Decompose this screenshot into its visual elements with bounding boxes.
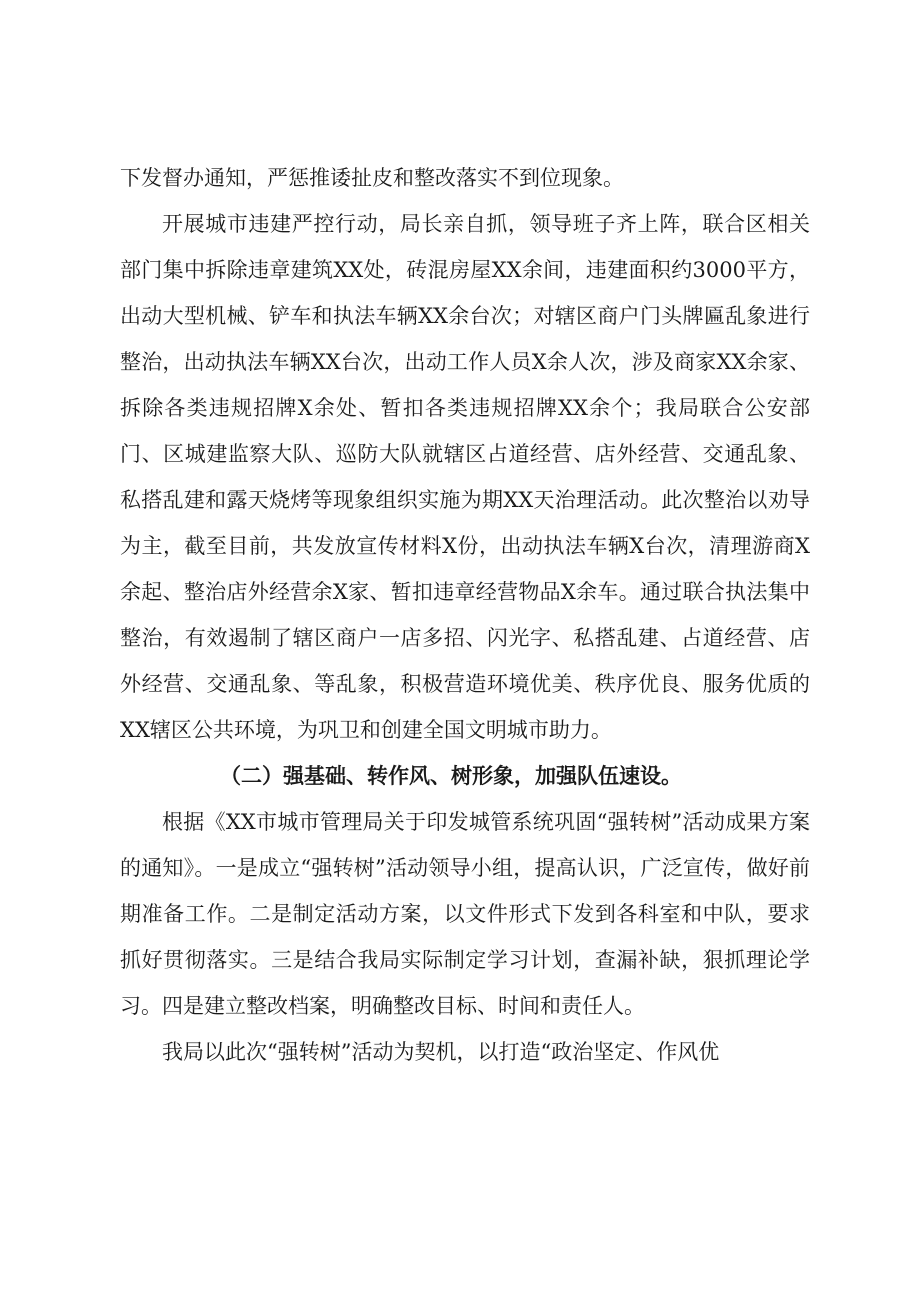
paragraph-illegal-construction-action: 开展城市违建严控行动，局长亲自抓，领导班子齐上阵，联合区相关部门集中拆除违章建筑XX处，砖混房屋XX余间，违建面积约3000平方，出动大型机械、铲车和执法车辆XX余台次；对辖区商户门头牌匾乱象进行整治，出动执法车辆XX台次，出动工作人员X余人次，涉及商家XX余家、拆除各类违规招牌X余处、暂扣各类违规招牌XX余个；我局联合公安部门、区城建监察大队、巡防大队就辖区占道经营、店外经营、交通乱象、私搭乱建和露天烧烤等现象组织实施为期XX天治理活动。此次整治以劝导为主，截至目前，共发放宣传材料X份，出动执法车辆X台次，清理游商X余起、整治店外经营余X家、暂扣违章经营物品X余车。通过联合执法集中整治，有效遏制了辖区商户一店多招、闪光字、私搭乱建、占道经营、店外经营、交通乱象、等乱象，积极营造环境优美、秩序优良、服务优质的XX辖区公共环境，为巩卫和创建全国文明城市助力。 <box>120 212 810 742</box>
document-body <box>120 155 810 1075</box>
paragraph-continued: 下发督办通知，严惩推诿扯皮和整改落实不到位现象。 <box>120 166 624 190</box>
section-heading: （二）强基础、转作风、树形象，加强队伍速设。 <box>220 763 682 788</box>
paragraph-campaign-opportunity: 我局以此次“强转树”活动为契机，以打造“政治坚定、作风优 <box>162 1040 720 1064</box>
paragraph-campaign-measures: 根据《XX市城市管理局关于印发城管系统巩固“强转树”活动成果方案的通知》。一是成立“强转树”活动领导小组，提高认识，广泛宣传，做好前期准备工作。二是制定活动方案，以文件形式下发到各科室和中队，要求抓好贯彻落实。三是结合我局实际制定学习计划，查漏补缺，狠抓理论学习。四是建立整改档案，明确整改目标、时间和责任人。 <box>120 810 810 1018</box>
